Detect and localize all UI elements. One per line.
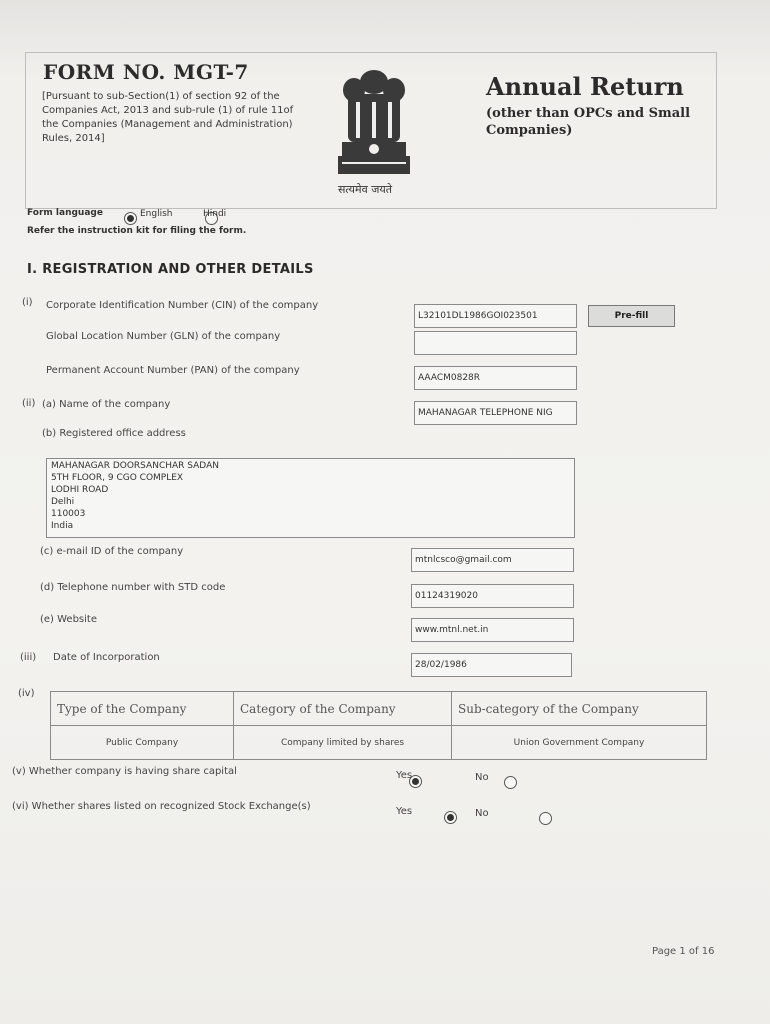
item-number-ii: (ii)	[22, 398, 36, 409]
form-language-label: Form language	[27, 208, 103, 218]
phone-label: (d) Telephone number with STD code	[40, 582, 226, 593]
table-header-cell: Sub-category of the Company	[452, 692, 707, 726]
language-english-label: English	[140, 209, 173, 219]
form-subtitle: (other than OPCs and Small Companies)	[486, 106, 691, 138]
language-english-radio[interactable]	[124, 212, 137, 225]
address-line: Delhi	[51, 497, 75, 507]
company-type-table	[50, 691, 707, 760]
gln-label: Global Location Number (GLN) of the company	[46, 331, 281, 342]
company-type-value: Public Company	[51, 726, 234, 760]
item-number-iii: (iii)	[20, 652, 37, 663]
language-hindi-label: Hindi	[203, 209, 227, 219]
listed-yes-label: Yes	[396, 806, 413, 817]
phone-field[interactable]: 01124319020	[411, 584, 574, 608]
share-capital-no-label: No	[475, 772, 489, 783]
instruction-text: Refer the instruction kit for filing the form.	[27, 226, 247, 236]
emblem-motto: सत्यमेव जयते	[338, 183, 393, 196]
share-capital-label: (v) Whether company is having share capital	[12, 766, 237, 777]
address-line: India	[51, 521, 74, 531]
website-label: (e) Website	[40, 614, 97, 625]
national-emblem-icon	[328, 62, 420, 192]
form-title: Annual Return	[486, 72, 684, 101]
form-number: FORM NO. MGT-7	[43, 60, 249, 84]
section-title: I. REGISTRATION AND OTHER DETAILS	[27, 262, 314, 277]
share-capital-no-radio[interactable]	[504, 776, 517, 789]
cin-field[interactable]: L32101DL1986GOI023501	[414, 304, 577, 328]
company-name-field[interactable]: MAHANAGAR TELEPHONE NIG	[414, 401, 577, 425]
company-category-value: Company limited by shares	[234, 726, 452, 760]
address-field[interactable]	[46, 458, 575, 538]
company-name-label: (a) Name of the company	[42, 399, 171, 410]
company-subcategory-value: Union Government Company	[452, 726, 707, 760]
pan-label: Permanent Account Number (PAN) of the company	[46, 365, 300, 376]
table-header-cell: Category of the Company	[234, 692, 452, 726]
email-field[interactable]: mtnlcsco@gmail.com	[411, 548, 574, 572]
item-number-iv: (iv)	[18, 688, 35, 699]
website-field[interactable]: www.mtnl.net.in	[411, 618, 574, 642]
listed-no-radio[interactable]	[539, 812, 552, 825]
table-header-row	[51, 692, 707, 726]
pan-field[interactable]: AAACM0828R	[414, 366, 577, 390]
address-label: (b) Registered office address	[42, 428, 186, 439]
listed-label: (vi) Whether shares listed on recognized Stock Exchange(s)	[12, 801, 311, 812]
table-header-cell: Type of the Company	[51, 692, 234, 726]
address-line: LODHI ROAD	[51, 485, 109, 495]
incorporation-date-field[interactable]: 28/02/1986	[411, 653, 572, 677]
listed-no-label: No	[475, 808, 489, 819]
address-line: 5TH FLOOR, 9 CGO COMPLEX	[51, 473, 184, 483]
share-capital-yes-label: Yes	[396, 770, 413, 781]
cin-label: Corporate Identification Number (CIN) of the company	[46, 300, 319, 311]
prefill-button[interactable]: Pre-fill	[588, 305, 675, 327]
incorporation-label: Date of Incorporation	[53, 652, 160, 663]
address-line: MAHANAGAR DOORSANCHAR SADAN	[51, 461, 219, 471]
page-number: Page 1 of 16	[652, 946, 715, 957]
gln-field[interactable]	[414, 331, 577, 355]
table-row	[51, 726, 707, 760]
email-label: (c) e-mail ID of the company	[40, 546, 184, 557]
listed-yes-radio[interactable]	[444, 811, 457, 824]
pursuant-text: [Pursuant to sub-Section(1) of section 92 of the Companies Act, 2013 and sub-rule (1) of rule 11of the Companies (Management and Administration) Rules, 2014]	[42, 91, 294, 144]
item-number-i: (i)	[22, 297, 33, 308]
address-line: 110003	[51, 509, 86, 519]
